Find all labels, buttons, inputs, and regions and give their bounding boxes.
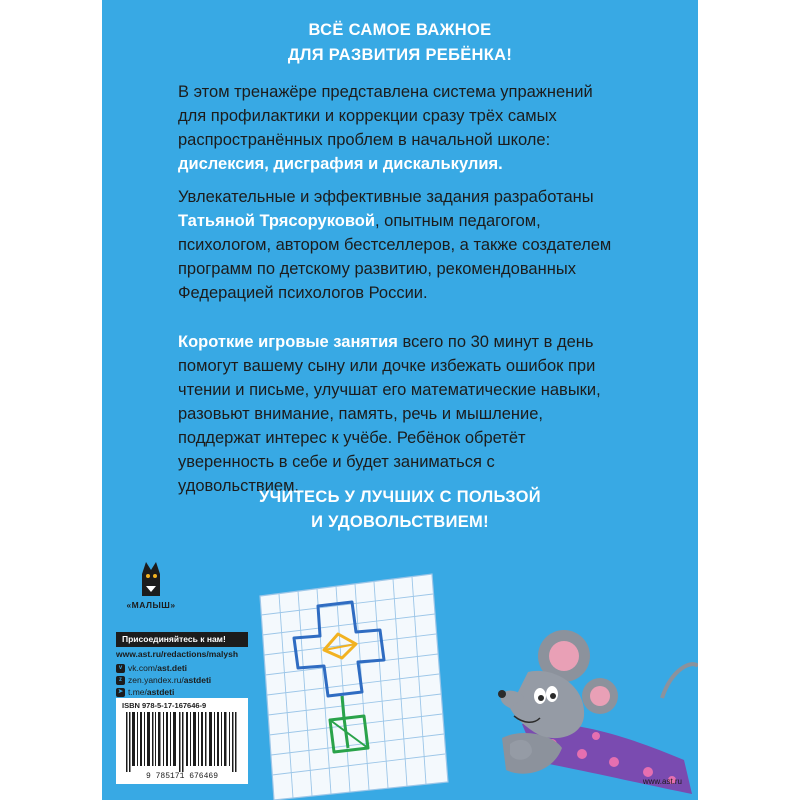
bottom-headline <box>102 485 698 535</box>
top-headline-line1: ВСЁ САМОЕ ВАЖНОЕ <box>308 21 492 39</box>
telegram-icon: ➤ <box>117 689 124 696</box>
top-headline <box>102 18 698 68</box>
bottom-headline-line2: И УДОВОЛЬСТВИЕМ! <box>311 513 489 531</box>
book-back-cover <box>102 0 698 800</box>
paragraph-problems <box>178 80 618 176</box>
join-us-bar: Присоединяйтесь к нам! <box>116 632 248 647</box>
publisher-logo <box>118 556 184 612</box>
telegram-handle: astdeti <box>146 687 175 697</box>
paragraph-problems-text: В этом тренажёре представлена система упражнений для профилактики и коррекции сразу трёх самых распространённых проблем в начальной школе: <box>178 83 593 149</box>
barcode-icon <box>122 712 242 772</box>
isbn-label: ISBN 978-5-17-167646-9 <box>122 701 207 710</box>
paragraph-author-after: , опытным педагогом, психологом, автором бестселлеров, а также создателем программ по детскому развитию, рекомендованных Федерацией психологов России. <box>178 212 612 302</box>
telegram-prefix: t.me/ <box>128 687 147 697</box>
vk-prefix: vk.com/ <box>128 663 158 673</box>
isbn-box <box>116 698 248 784</box>
zen-icon: z <box>116 676 125 685</box>
bottom-headline-line1: УЧИТЕСЬ У ЛУЧШИХ С ПОЛЬЗОЙ <box>259 488 541 506</box>
paragraph-problems-highlight: дислексия, дисграфия и дискалькулия. <box>178 155 503 173</box>
publisher-logo-text: «МАЛЫШ» <box>126 600 176 610</box>
publisher-site-text: www.ast.ru/redactions/malysh <box>116 649 239 659</box>
paragraph-benefits-text: всего по 30 минут в день помогут вашему сыну или дочке избежать ошибок при чтении и письме, улучшат его математические навыки, разовьют внимание, память, речь и мышление, поддержат интерес к учёбе. Ребёнок обретёт уверенность в себе и будет заниматься с удовольствием. <box>178 333 601 495</box>
vk-link[interactable] <box>116 663 187 674</box>
site-footer: www.ast.ru <box>642 777 682 786</box>
grid-paper-mouse-illustration <box>252 548 698 800</box>
paragraph-author <box>178 185 618 305</box>
zen-link[interactable] <box>116 675 211 686</box>
author-name: Татьяной Трясоруковой <box>178 212 375 230</box>
paragraph-benefits-highlight: Короткие игровые занятия <box>178 333 398 351</box>
vk-handle: ast.deti <box>157 663 188 673</box>
telegram-link[interactable] <box>116 687 174 698</box>
publisher-site-link[interactable] <box>116 649 238 660</box>
cat-logo-icon <box>118 556 184 600</box>
zen-prefix: zen.yandex.ru/ <box>128 675 184 685</box>
top-headline-line2: ДЛЯ РАЗВИТИЯ РЕБЁНКА! <box>287 46 513 64</box>
zen-handle: astdeti <box>183 675 212 685</box>
paragraph-benefits <box>178 330 618 498</box>
mouse-character <box>498 630 698 794</box>
paragraph-author-before: Увлекательные и эффективные задания разработаны <box>178 188 594 206</box>
barcode-digits: 9 785171 676469 <box>145 772 218 781</box>
vk-icon: v <box>116 664 125 673</box>
